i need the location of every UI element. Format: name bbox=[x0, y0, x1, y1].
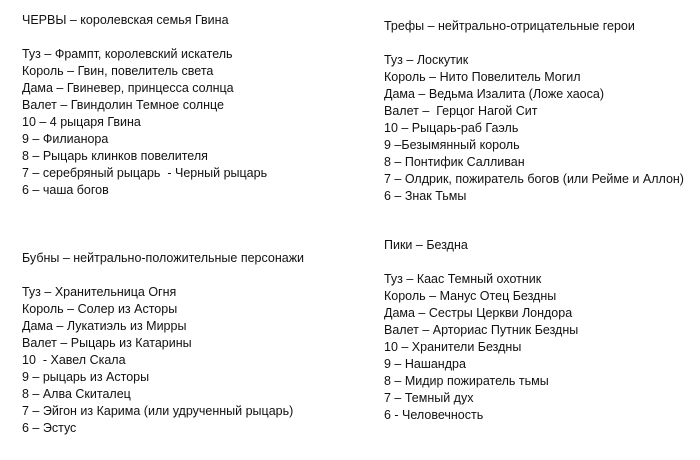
list-item: 8 – Рыцарь клинков повелителя bbox=[22, 149, 208, 163]
list-item: 9 –Безымянный король bbox=[384, 138, 520, 152]
section-title: Трефы – нейтрально-отрицательные герои bbox=[384, 19, 635, 33]
section-title: ЧЕРВЫ – королевская семья Гвина bbox=[22, 13, 229, 27]
list-item: Король – Гвин, повелитель света bbox=[22, 64, 214, 78]
list-item: 7 – серебряный рыцарь - Черный рыцарь bbox=[22, 166, 268, 180]
section-title: Пики – Бездна bbox=[384, 238, 468, 252]
list-item: 9 – рыцарь из Асторы bbox=[22, 370, 150, 384]
list-item: 6 – чаша богов bbox=[22, 183, 109, 197]
list-item: Валет – Герцог Нагой Сит bbox=[384, 104, 538, 118]
list-item: Валет – Гвиндолин Темное солнце bbox=[22, 98, 224, 112]
list-item: 9 – Филианора bbox=[22, 132, 109, 146]
list-item: 8 – Понтифик Салливан bbox=[384, 155, 525, 169]
list-item: 8 – Алва Скиталец bbox=[22, 387, 131, 401]
card-list bbox=[22, 284, 304, 437]
list-item: Король – Манус Отец Бездны bbox=[384, 289, 557, 303]
list-item: Туз – Фрампт, королевский искатель bbox=[22, 47, 233, 61]
list-item: 10 – 4 рыцаря Гвина bbox=[22, 115, 141, 129]
list-item: Дама – Сестры Церкви Лондора bbox=[384, 306, 573, 320]
list-item: Валет – Рыцарь из Катарины bbox=[22, 336, 192, 350]
list-item: Король – Нито Повелитель Могил bbox=[384, 70, 581, 84]
list-item: Туз – Каас Темный охотник bbox=[384, 272, 542, 286]
list-item: 6 – Знак Тьмы bbox=[384, 189, 467, 203]
list-item: 9 – Нашандра bbox=[384, 357, 466, 371]
list-item: 6 – Эстус bbox=[22, 421, 77, 435]
list-item: Валет – Арториас Путник Бездны bbox=[384, 323, 579, 337]
card-list bbox=[384, 52, 684, 205]
list-item: 10 – Рыцарь-раб Гаэль bbox=[384, 121, 519, 135]
list-item: 6 - Человечность bbox=[384, 408, 484, 422]
section-diamonds bbox=[22, 250, 304, 437]
list-item: 10 - Хавел Скала bbox=[22, 353, 126, 367]
list-item: Туз – Хранительница Огня bbox=[22, 285, 177, 299]
list-item: Дама – Лукатиэль из Мирры bbox=[22, 319, 187, 333]
list-item: Туз – Лоскутик bbox=[384, 53, 469, 67]
list-item: 7 – Темный дух bbox=[384, 391, 474, 405]
list-item: Король – Солер из Асторы bbox=[22, 302, 178, 316]
list-item: 7 – Эйгон из Карима (или удрученный рыцарь) bbox=[22, 404, 294, 418]
list-item: Дама – Ведьма Изалита (Ложе хаоса) bbox=[384, 87, 604, 101]
card-list bbox=[384, 271, 578, 424]
section-spades bbox=[384, 237, 578, 424]
list-item: 7 – Олдрик, пожиратель богов (или Рейме и Аллон) bbox=[384, 172, 684, 186]
section-hearts bbox=[22, 12, 267, 199]
list-item: 8 – Мидир пожиратель тьмы bbox=[384, 374, 549, 388]
section-title: Бубны – нейтрально-положительные персонажи bbox=[22, 251, 305, 265]
list-item: 10 – Хранители Бездны bbox=[384, 340, 522, 354]
section-clubs bbox=[384, 18, 684, 205]
list-item: Дама – Гвиневер, принцесса солнца bbox=[22, 81, 234, 95]
card-list bbox=[22, 46, 267, 199]
